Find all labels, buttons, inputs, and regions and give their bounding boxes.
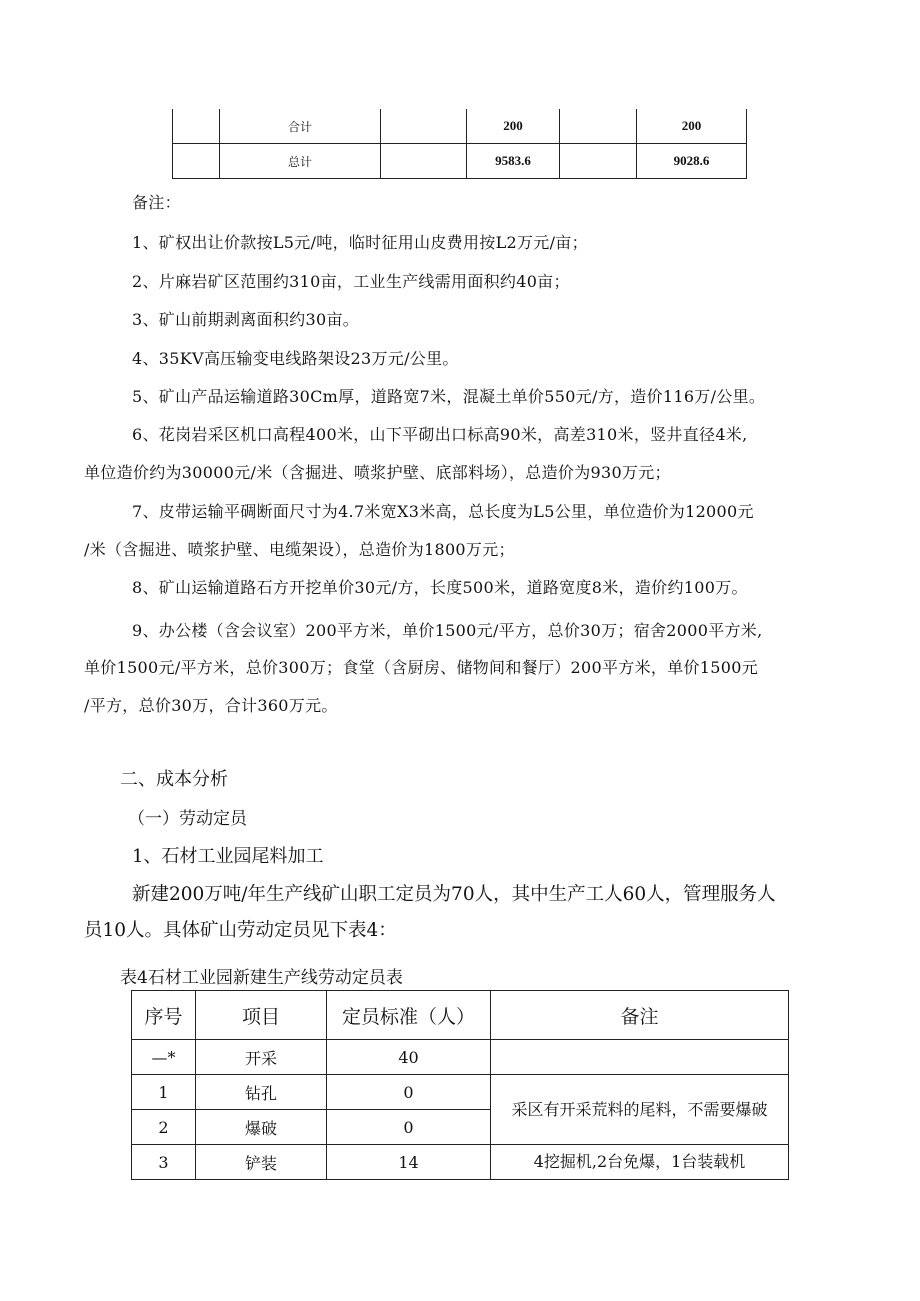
- table-row: [132, 1145, 789, 1180]
- table-row: [173, 109, 747, 144]
- section-title: 二、成本分析: [120, 769, 228, 790]
- column-header: 项目: [196, 991, 327, 1040]
- note-item: 单价1500元/平方米，总价300万；食堂（含厨房、储物间和餐厅）200平方米，单价1500元: [84, 658, 759, 677]
- note-item: 6、花岗岩采区机口高程400米，山下平砌出口标高90米，高差310米，竖井直径4米,: [132, 425, 748, 444]
- cell-item: 铲装: [196, 1145, 327, 1180]
- table-header-row: [132, 991, 789, 1040]
- column-header: 定员标准（人）: [327, 991, 491, 1040]
- note-item: 5、矿山产品运输道路30Cm厚，道路宽7米，混凝土单价550元/方，造价116万/公里。: [132, 387, 766, 406]
- section-item: 1、石材工业园尾料加工: [132, 846, 324, 867]
- column-header: 备注: [491, 991, 789, 1040]
- row-value: 200: [467, 109, 560, 144]
- cell-count: 40: [327, 1040, 491, 1075]
- note-item: 2、片麻岩矿区范围约310亩，工业生产线需用面积约40亩；: [132, 272, 570, 291]
- section-paragraph: 新建200万吨/年生产线矿山职工定员为70人，其中生产工人60人，管理服务人: [132, 884, 776, 905]
- note-item: 4、35KV高压输变电线路架设23万元/公里。: [132, 349, 459, 368]
- section-subtitle: （一）劳动定员: [128, 809, 247, 829]
- cell-count: 14: [327, 1145, 491, 1180]
- row-value: 9028.6: [637, 144, 747, 179]
- cell-no: 3: [132, 1145, 196, 1180]
- note-item: 3、矿山前期剥离面积约30亩。: [132, 310, 360, 329]
- staffing-table: [131, 990, 789, 1180]
- table-row: [132, 1040, 789, 1075]
- cell-count: 0: [327, 1075, 491, 1110]
- cell-no: 1: [132, 1075, 196, 1110]
- cell-item: 钻孔: [196, 1075, 327, 1110]
- cell-no: —*: [132, 1040, 196, 1075]
- row-value: 200: [637, 109, 747, 144]
- row-value: 9583.6: [467, 144, 560, 179]
- cell-no: 2: [132, 1110, 196, 1145]
- note-item: /米（含掘进、喷浆护壁、电缆架设），总造价为1800万元；: [84, 540, 515, 559]
- cell-note: [491, 1040, 789, 1075]
- cell-item: 爆破: [196, 1110, 327, 1145]
- summary-table: [172, 109, 747, 179]
- row-label: 总计: [220, 144, 381, 179]
- note-item: /平方，总价30万，合计360万元。: [84, 696, 338, 715]
- cell-note: 4挖掘机,2台免爆，1台装载机: [491, 1145, 789, 1180]
- table-row: [173, 144, 747, 179]
- row-label: 合计: [220, 109, 381, 144]
- column-header: 序号: [132, 991, 196, 1040]
- note-item: 1、矿权出让价款按L5元/吨，临时征用山皮费用按L2万元/亩；: [132, 233, 588, 252]
- cell-note: 采区有开采荒料的尾料，不需要爆破: [491, 1075, 789, 1145]
- note-item: 单位造价约为30000元/米（含掘进、喷浆护壁、底部料场），总造价为930万元；: [84, 463, 671, 482]
- notes-heading: 备注：: [132, 193, 181, 212]
- section-paragraph: 员10人。具体矿山劳动定员见下表4：: [84, 920, 397, 941]
- cell-count: 0: [327, 1110, 491, 1145]
- table-caption: 表4石材工业园新建生产线劳动定员表: [120, 968, 403, 988]
- note-item: 9、办公楼（含会议室）200平方米，单价1500元/平方，总价30万；宿舍2000平方米,: [132, 621, 763, 640]
- note-item: 7、皮带运输平碉断面尺寸为4.7米宽X3米高，总长度为L5公里，单位造价为12000元: [132, 502, 754, 521]
- table-row: [132, 1075, 789, 1110]
- cell-item: 开采: [196, 1040, 327, 1075]
- note-item: 8、矿山运输道路石方开挖单价30元/方，长度500米，道路宽度8米，造价约100万。: [132, 578, 748, 597]
